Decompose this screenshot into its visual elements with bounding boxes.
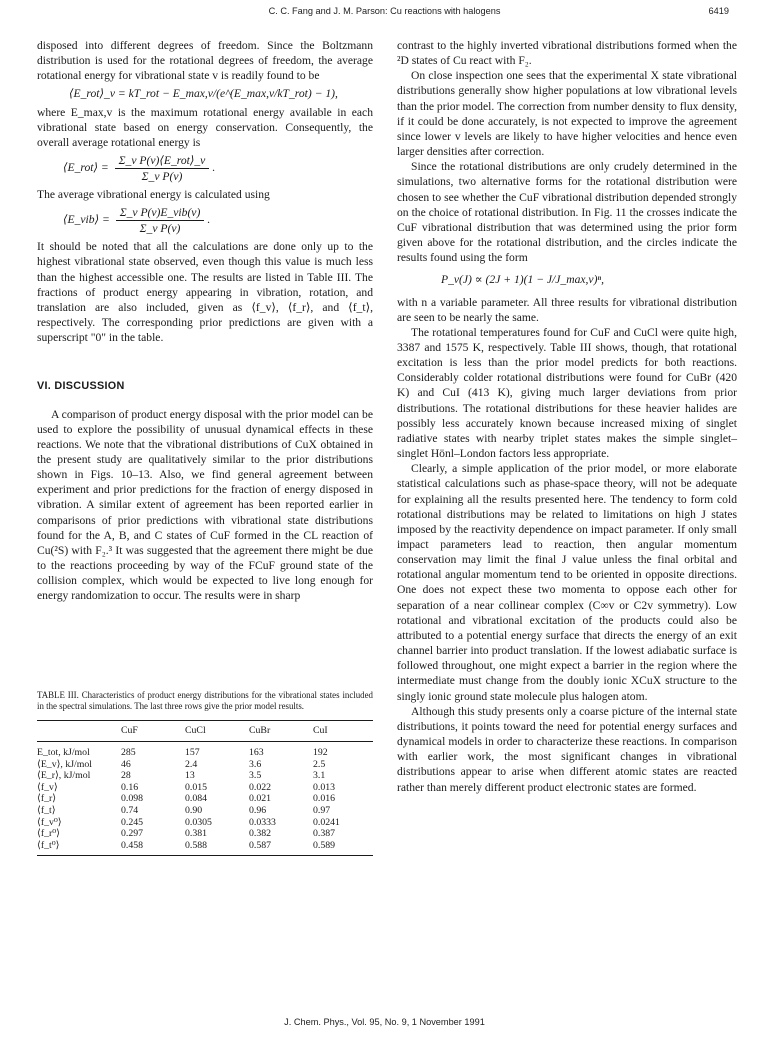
table-cell: 0.084: [185, 793, 208, 805]
table-cell: 13: [185, 770, 195, 782]
table-cell: ⟨f_t⁰⟩: [37, 839, 60, 851]
table-cell: 0.098: [121, 793, 144, 805]
equation-average-vibrational-energy: ⟨E_vib⟩ = $\frac{\text{Σ\_v P(v)E\_vib(v)}}{\text{Σ\_v P(v)}}$ .: [63, 206, 211, 236]
table-cell: E_tot, kJ/mol: [37, 747, 90, 758]
table-cell: 0.245: [121, 816, 144, 828]
table-cell: 0.96: [249, 804, 267, 816]
table-cell: 0.97: [313, 804, 331, 816]
table-row: [37, 828, 373, 840]
paragraph: contrast to the highly inverted vibrational distributions formed when the ²D states of Cu react with F₂.: [397, 39, 737, 68]
table-cell: ⟨E_r⟩, kJ/mol: [37, 770, 91, 782]
running-head: [0, 6, 769, 20]
table-cell: 0.90: [185, 804, 203, 816]
equation-average-rotational-energy: ⟨E_rot⟩ = $\frac{\text{Σ\_v P(v)⟨E\_rot⟩\_v}}{\text{Σ\_v P(v)}}$ .: [63, 154, 216, 184]
table-cell: 0.458: [121, 839, 144, 851]
table-cell: 0.587: [249, 839, 272, 851]
running-head-authors: C. C. Fang and J. M. Parson: Cu reactions with halogens: [268, 6, 501, 16]
table-cell: 3.6: [249, 758, 262, 770]
page-number: 6419: [708, 6, 729, 16]
table-row: [37, 817, 373, 829]
fraction: [116, 205, 205, 236]
table-cell: 3.5: [249, 770, 262, 782]
table-cell: 2.5: [313, 758, 326, 770]
equation-rotational-distribution: P_v(J) ∝ (2J + 1)(1 − J/J_max,v)ⁿ,: [441, 273, 604, 287]
table-cell: ⟨E_v⟩, kJ/mol: [37, 758, 92, 770]
table-cell: 192: [313, 747, 328, 758]
table-header-cell: CuCl: [185, 725, 206, 737]
paragraph: A comparison of product energy disposal with the prior model can be used to explore the possibility of unusual dynamical effects in these reactions. We note that the vibrational distributions of CuX obtained in the present study are qualitatively similar to the prior distributions shown in Figs. 10–13. Also, we find general agreement between experiment and prior predictions for the fraction of energy disposed in vibration. A similar extent of agreement has been reported earlier in comparisons of prior predictions with vibrational state distributions found for the A, B, and C states of CuF formed in the CL reaction of Cu(²S) with F₂.³ It was suggested that the agreement there might be due to the reactions proceeding by way of the FCuF ground state of the collision complex, which would be expected to live long enough for energy randomization to occur. The results were in sharp: [37, 407, 373, 603]
table-cell: 0.588: [185, 839, 208, 851]
table-cell: 0.589: [313, 839, 336, 851]
fraction-denominator: Σ_v P(v): [141, 170, 183, 184]
data-table: [37, 720, 373, 856]
fraction: [115, 153, 210, 184]
table-header-cell: CuI: [313, 725, 328, 737]
table-row: [37, 840, 373, 856]
table-cell: 0.297: [121, 828, 144, 840]
table-cell: 0.382: [249, 828, 272, 840]
paragraph: The rotational temperatures found for CuF and CuCl were quite high, 3387 and 1575 K, respectively. Table III shows, though, that rotational excitation is less than the prior model predicts for both reactions. Considerably colder rotational distributions were found for CuBr (420 K) and CuI (413 K), giving much larger deviations from prior distributions. The rotational distributions for these heavier halides are possibly less accurately known because increased mixing of singlet radiative states with nearby triplet states makes the simple singlet–singlet Hönl–London factors less appropriate.: [397, 325, 737, 461]
table-cell: 0.015: [185, 781, 208, 793]
right-column: [397, 38, 737, 795]
paragraph: disposed into different degrees of freedom. Since the Boltzmann distribution is used for the rotational degrees of freedom, the average rotational energy for vibrational state v is readily found to be: [37, 39, 373, 83]
fraction-numerator: Σ_v P(v)E_vib(v): [116, 205, 205, 221]
table-header-row: [37, 721, 373, 742]
journal-footer: J. Chem. Phys., Vol. 95, No. 9, 1 November 1991: [284, 1017, 485, 1027]
table-cell: 0.381: [185, 828, 208, 840]
table-cell: ⟨f_t⟩: [37, 804, 56, 816]
paragraph: Since the rotational distributions are only crudely determined in the simulations, two alternative forms for the rotational distribution were chosen to see whether the CuF vibrational distribution depended strongly on the choice of rotational distribution. In Fig. 11 the crosses indicate the CuF vibrational distribution that was determined using the prior form given above for the rotational distribution, and the circles indicate the results found using the form: [397, 160, 737, 265]
table-cell: 0.016: [313, 793, 336, 805]
table-cell: ⟨f_r⁰⟩: [37, 828, 60, 840]
table-cell: ⟨f_v⟩: [37, 781, 58, 793]
table-row: [37, 759, 373, 771]
table-cell: 0.387: [313, 828, 336, 840]
table-cell: 3.1: [313, 770, 326, 782]
fraction-denominator: Σ_v P(v): [139, 222, 181, 236]
table-row: [37, 782, 373, 794]
left-column: [37, 38, 373, 604]
table-header-cell: [37, 721, 121, 742]
table-cell: 0.0333: [249, 816, 276, 828]
table-row: [37, 793, 373, 805]
table-cell: 0.021: [249, 793, 272, 805]
table-caption: TABLE III. Characteristics of product energy distributions for the vibrational states included in the spectral simulations. The last three rows give the prior model results.: [37, 690, 373, 712]
table-cell: ⟨f_v⁰⟩: [37, 816, 62, 828]
table-row: [37, 770, 373, 782]
table-cell: 2.4: [185, 758, 198, 770]
table-cell: 28: [121, 770, 131, 782]
table-row: [37, 805, 373, 817]
table-cell: 0.16: [121, 781, 139, 793]
paragraph: On close inspection one sees that the experimental X state vibrational distributions generally show higher populations at low vibrational levels than the prior model. The correction from number density to flux density, if it could be done accurately, is not expected to improve the agreement since lower v levels are likely to have higher velocities and hence even larger densities after correction.: [397, 69, 737, 159]
table-header-cell: CuF: [121, 725, 138, 737]
table-cell: 0.0305: [185, 816, 212, 828]
table-cell: ⟨f_r⟩: [37, 793, 57, 805]
fraction-numerator: Σ_v P(v)⟨E_rot⟩_v: [115, 153, 210, 169]
table-cell: 163: [249, 747, 264, 758]
paragraph: Clearly, a simple application of the prior model, or more elaborate statistical calculations such as phase-space theory, will not be adequate for explaining all the results presented here. The tendency to form cold rotational distributions may be related to limitations on high J states imposed by the reactivity dependence on impact parameter. If only small impact parameters lead to reaction, then angular momentum conservation may limit the final J value unless the final orbital and rotational angular momentum tend to be oriented in opposite directions. One does not expect these two momenta to oppose each other for separation of a near collinear complex (C∞v or C2v symmetry). Low rotational and vibrational excitation of the products could also be attributed to a potential energy surface that directs the energy of an exit channel barrier into product translation. If the lowest adiabatic surface is followed throughout, one might expect a barrier in the region where the intermediate must change from the doubly ionic XCuX structure to the singly ionic ground state molecule plus halogen atom.: [397, 462, 737, 703]
table-cell: 0.74: [121, 804, 139, 816]
table-cell: 157: [185, 747, 200, 758]
equation-lhs: ⟨E_rot⟩ =: [63, 161, 109, 175]
section-heading: VI. DISCUSSION: [37, 380, 125, 393]
table-cell: 0.0241: [313, 816, 340, 828]
table-row: [37, 742, 373, 759]
table-cell: 0.022: [249, 781, 272, 793]
equation-rotational-energy: ⟨E_rot⟩_v = kT_rot − E_max,v/(e^(E_max,v/kT_rot) − 1),: [69, 87, 338, 101]
paragraph: Although this study presents only a coarse picture of the internal state distributions, it points toward the need for potential energy surfaces and dynamical models in order to characterize these reactions. In comparison with earlier work, the most significant changes in vibrational distributions appear to arise when different atomic states are reacted rather than merely different product electronic states are formed.: [397, 704, 737, 794]
paragraph: where E_max,v is the maximum rotational energy available in each vibrational state based on energy conservation. Consequently, the overall average rotational energy is: [37, 105, 373, 149]
table-cell: 285: [121, 747, 136, 758]
equation-lhs: ⟨E_vib⟩ =: [63, 213, 110, 227]
paragraph: The average vibrational energy is calculated using: [37, 188, 270, 202]
table-cell: 46: [121, 758, 131, 770]
paragraph: with n a variable parameter. All three results for vibrational distribution are seen to be nearly the same.: [397, 295, 737, 324]
table-iii: [37, 690, 373, 856]
paragraph: It should be noted that all the calculations are done only up to the highest vibrational state observed, even though this value is much less than the highest accessible one. The results are listed in Table III. The fractions of product energy appearing in vibration, rotation, and translation are also included, given as ⟨f_v⟩, ⟨f_r⟩, and ⟨f_t⟩, respectively. The corresponding prior predictions are given with a superscript "0" in the table.: [37, 240, 373, 345]
table-cell: 0.013: [313, 781, 336, 793]
table-header-cell: CuBr: [249, 725, 271, 737]
